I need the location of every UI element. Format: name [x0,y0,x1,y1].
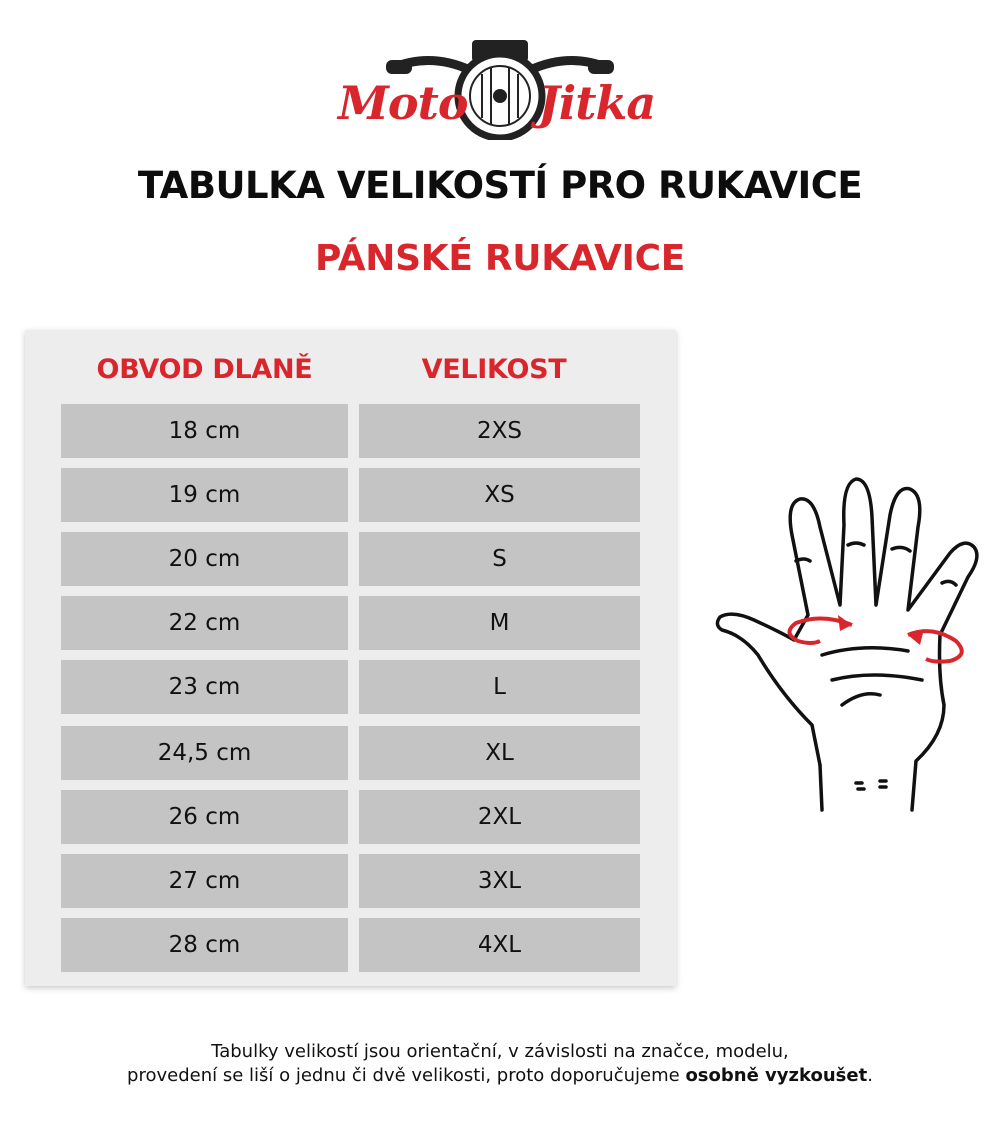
note-line-2-bold: osobně vyzkoušet [685,1065,868,1086]
cell-circumference: 24,5 cm [61,726,348,780]
cell-circumference: 26 cm [61,790,348,844]
header-size: VELIKOST [421,354,567,385]
brand-name-left: Moto [338,76,468,130]
note-line-2 [0,1064,1000,1088]
disclaimer-note [0,1040,1000,1088]
cell-circumference: 19 cm [61,468,348,522]
cell-size: 4XL [359,918,640,972]
cell-size: 2XL [359,790,640,844]
page-title: TABULKA VELIKOSTÍ PRO RUKAVICE [137,164,863,207]
brand-logo [330,30,670,140]
cell-circumference: 28 cm [61,918,348,972]
cell-circumference: 22 cm [61,596,348,650]
page-subtitle: PÁNSKÉ RUKAVICE [314,238,686,279]
cell-size: S [359,532,640,586]
brand-name-right: Jitka [538,76,656,130]
cell-circumference: 18 cm [61,404,348,458]
hand-measure-icon [712,465,982,825]
header-palm-circumference: OBVOD DLANĚ [96,354,313,385]
note-line-1: Tabulky velikostí jsou orientační, v závislosti na značce, modelu, [211,1041,789,1062]
cell-size: 2XS [359,404,640,458]
hand-illustration [712,465,982,825]
cell-size: 3XL [359,854,640,908]
cell-size: XS [359,468,640,522]
note-line-2-suffix: . [867,1065,873,1086]
cell-circumference: 23 cm [61,660,348,714]
cell-size: L [359,660,640,714]
cell-circumference: 27 cm [61,854,348,908]
note-line-2-prefix: provedení se liší o jednu či dvě velikosti, proto doporučujeme [127,1065,686,1086]
cell-size: XL [359,726,640,780]
cell-size: M [359,596,640,650]
cell-circumference: 20 cm [61,532,348,586]
